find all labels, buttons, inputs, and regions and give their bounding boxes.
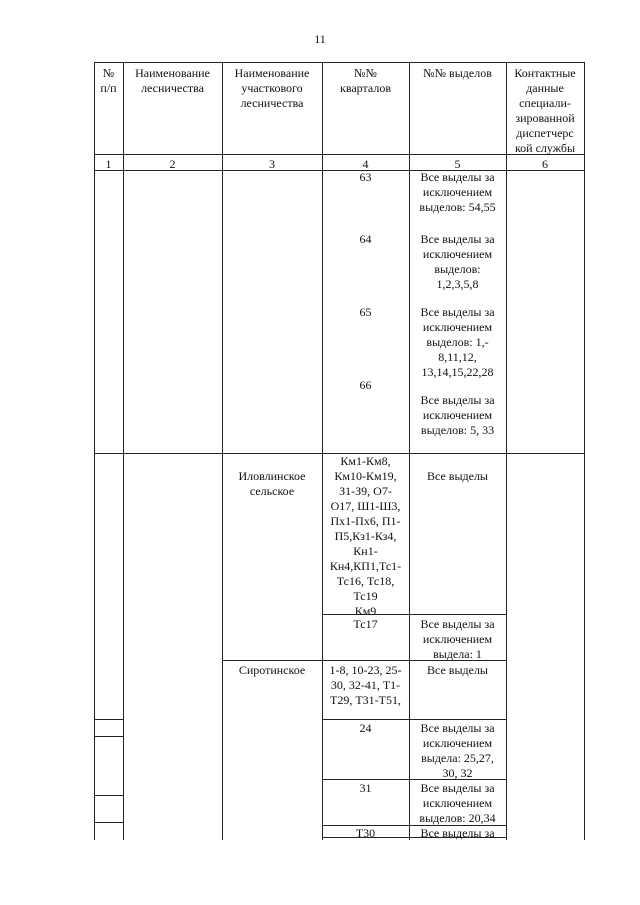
plots-cell: Все выделы за <box>420 721 495 735</box>
header-cell-forestry: Наименование <box>135 66 210 80</box>
quarter-cell: 24 <box>359 721 372 735</box>
plots-cell: исключением <box>422 736 493 750</box>
quarter-cell: 1-8, 10-23, 25- <box>329 663 402 677</box>
plots-cell: выдела: 1 <box>433 647 482 661</box>
column-number-cell: 1 <box>105 157 112 171</box>
table-top-border <box>94 62 585 63</box>
quarter-cell: Кн4,КП1,Тс1- <box>329 559 402 573</box>
quarter-cell: П5,Кз1-Кз4, <box>334 529 397 543</box>
header-cell-district-forestry: Наименование <box>234 66 310 80</box>
plots-cell: 13,14,15,22,28 <box>421 365 494 379</box>
quarter-cell: 63 <box>359 170 372 184</box>
plots-cell: Все выделы за <box>420 170 495 184</box>
header-cell-contacts: данные <box>526 81 564 95</box>
plots-cell: выделов: <box>434 262 481 276</box>
quarter-cell: 30, 32-41, Т1- <box>330 678 401 692</box>
quarter-cell: Км1-Км8, <box>340 454 391 468</box>
plots-cell: исключением <box>422 320 493 334</box>
header-cell-contacts: Контактные <box>514 66 576 80</box>
quarter-cell: Км10-Км19, <box>334 469 397 483</box>
header-cell-contacts: зированной <box>515 111 575 125</box>
quarter-cell: О17, Ш1-Ш3, <box>330 499 401 513</box>
plots-cell: Все выделы за <box>420 826 495 840</box>
quarter-cell: Км9 <box>354 604 377 618</box>
table-left-border <box>94 62 95 840</box>
header-cell-plots: №№ выделов <box>423 66 492 80</box>
header-cell-contacts: диспетчерс <box>516 126 574 140</box>
plots-cell: Все выделы за <box>420 305 495 319</box>
plots-cell: исключением <box>422 247 493 261</box>
column-number-cell: 5 <box>454 157 461 171</box>
plots-cell: исключением <box>422 632 493 646</box>
quarter-cell: З1-З9, О7- <box>339 484 392 498</box>
header-cell-forestry: лесничества <box>141 81 204 95</box>
column-line <box>506 62 507 840</box>
plots-cell: Все выделы <box>426 663 488 677</box>
plots-cell: 8,11,12, <box>438 350 477 364</box>
header-cell-quarters: кварталов <box>340 81 391 95</box>
quarter-cell: 65 <box>359 305 372 319</box>
column-line <box>123 62 124 840</box>
quarter-cell: Тс17 <box>353 617 378 631</box>
row-line <box>94 822 124 823</box>
plots-cell: Все выделы <box>426 469 488 483</box>
header-cell-district-forestry: лесничества <box>240 96 304 110</box>
plots-cell: исключением <box>422 408 493 422</box>
plots-cell: выделов: 54,55 <box>419 200 496 214</box>
header-cell-number: п/п <box>100 81 117 95</box>
plots-cell: выдела: 25,27, <box>421 751 494 765</box>
quarter-cell: 66 <box>359 378 372 392</box>
page-number: 11 <box>314 32 326 46</box>
plots-cell: выделов: 5, 33 <box>420 423 495 437</box>
plots-cell: исключением <box>422 796 493 810</box>
column-number-cell: 3 <box>269 157 275 171</box>
column-number-cell: 6 <box>542 157 548 171</box>
plots-cell: 1,2,3,5,8 <box>436 277 479 291</box>
plots-cell: Все выделы за <box>420 617 495 631</box>
district-forestry-cell: сельское <box>249 484 295 498</box>
column-number-cell: 2 <box>169 157 176 171</box>
header-cell-number: № <box>102 66 115 80</box>
district-forestry-cell: Сиротинское <box>238 663 306 677</box>
quarter-cell: Пх1-Пх6, П1- <box>330 514 401 528</box>
quarter-cell: Тс19 <box>353 589 378 603</box>
row-line <box>94 795 124 796</box>
header-cell-contacts: специали- <box>519 96 571 110</box>
plots-cell: выделов: 20,34 <box>419 811 496 825</box>
quarter-cell: Т29, Т31-Т51, <box>330 693 401 707</box>
quarter-cell: Т30 <box>355 826 376 840</box>
plots-cell: Все выделы за <box>420 781 495 795</box>
quarter-cell: Тс16, Тс18, <box>336 574 395 588</box>
quarter-cell: 64 <box>359 232 372 246</box>
column-number-cell: 4 <box>362 157 369 171</box>
row-line <box>94 719 124 720</box>
header-cell-quarters: №№ <box>354 66 377 80</box>
row-line <box>94 736 124 737</box>
plots-cell: исключением <box>422 185 493 199</box>
row-line <box>322 719 507 720</box>
plots-cell: Все выделы за <box>420 393 495 407</box>
quarter-cell: Кн1- <box>353 544 378 558</box>
plots-cell: выделов: 1,- <box>426 335 489 349</box>
quarter-cell: 31 <box>359 781 372 795</box>
district-forestry-cell: Иловлинское <box>238 469 306 483</box>
plots-cell: Все выделы за <box>420 232 495 246</box>
table-right-border <box>584 62 585 840</box>
plots-cell: 30, 32 <box>442 766 473 780</box>
header-cell-district-forestry: участкового <box>241 81 303 95</box>
column-line <box>222 62 223 840</box>
header-cell-contacts: кой службы <box>514 141 576 155</box>
